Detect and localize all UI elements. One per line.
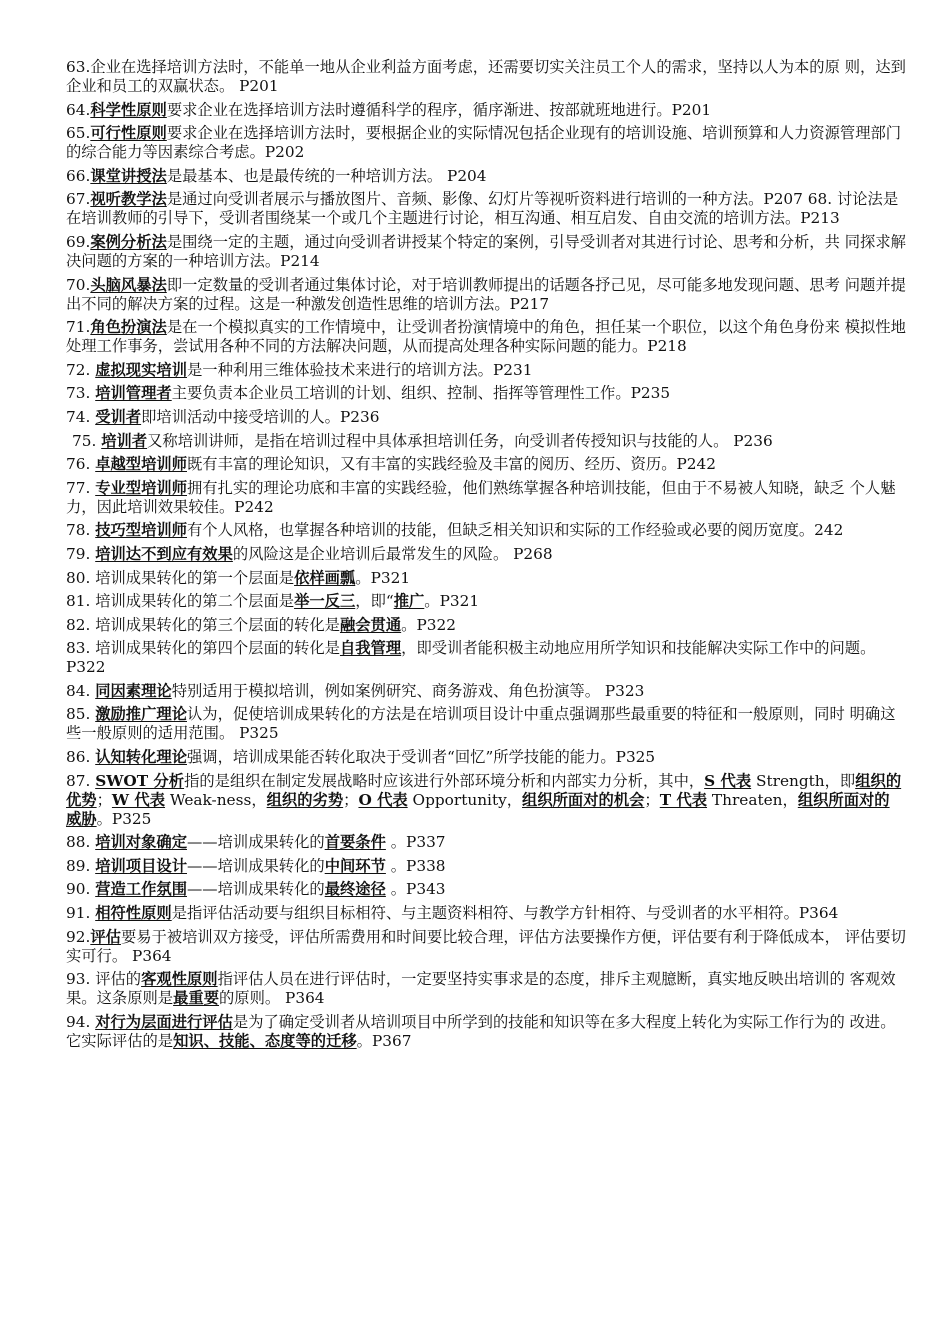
item-text: ——培训成果转化的	[187, 833, 325, 852]
key-term: 首要条件	[324, 833, 386, 852]
item-text: 82. 培训成果转化的第三个层面的转化是	[66, 615, 340, 634]
item-text: ；	[96, 790, 112, 809]
numbered-item	[66, 857, 906, 876]
numbered-item	[66, 167, 906, 186]
numbered-item	[66, 705, 906, 743]
key-term: 最重要	[173, 989, 219, 1008]
key-term: 虚拟现实培训	[95, 360, 187, 379]
numbered-item	[66, 1013, 906, 1051]
key-term: 科学性原则	[90, 100, 167, 119]
numbered-item	[66, 833, 906, 852]
item-text: 71.	[66, 318, 91, 337]
key-term: 组织的劣势	[266, 790, 344, 809]
numbered-item	[66, 432, 906, 451]
key-term: 可行性原则	[90, 124, 167, 143]
key-term: 技巧型培训师	[95, 521, 187, 540]
item-text: 要求企业在选择培训方法时，要根据企业的实际情况包括企业现有的培训设施、培训预算和人力资源管理部门的综合能力等因素综合考虑。P202	[66, 124, 902, 162]
item-text: 是一种利用三维体验技术来进行的培训方法。P231	[187, 360, 533, 379]
key-term: 同因素理论	[95, 681, 172, 700]
item-text: 64.	[66, 100, 91, 119]
numbered-item	[66, 361, 906, 380]
item-text: 81. 培训成果转化的第二个层面是	[66, 592, 295, 611]
key-term: 举一反三	[294, 592, 356, 611]
numbered-item	[66, 384, 906, 403]
item-text: 74.	[66, 407, 96, 426]
item-text: 73.	[66, 384, 96, 403]
key-term: 评估	[90, 927, 121, 946]
item-text: 77.	[66, 478, 96, 497]
item-text: 75.	[72, 431, 102, 450]
item-text: 。P321	[424, 592, 480, 611]
item-text: 要易于被培训双方接受，评估所需费用和时间要比较合理，评估方法要操作方便，评估要有利于降低成本， 评估要切实可行。 P364	[66, 927, 906, 965]
key-term: 对行为层面进行评估	[95, 1012, 233, 1031]
item-text: 65.	[66, 124, 91, 143]
numbered-item	[66, 455, 906, 474]
numbered-item	[66, 521, 906, 540]
item-text: 63.企业在选择培训方法时，不能单一地从企业利益方面考虑，还需要切实关注员工个人的需求，坚持以人为本的原 则，达到企业和员工的双赢状态。 P201	[66, 58, 906, 95]
item-text: 拥有扎实的理论功底和丰富的实践经验，他们熟练掌握各种培训技能，但由于不易被人知晓，缺乏 个人魅力，因此培训效果较佳。P242	[66, 478, 896, 516]
key-term: 卓越型培训师	[95, 455, 187, 474]
item-text: 又称培训讲师，是指在培训过程中具体承担培训任务，向受训者传授知识与技能的人。 P236	[147, 431, 773, 450]
key-term: 培训对象确定	[95, 833, 187, 852]
item-text: ，即“	[355, 592, 394, 611]
item-text: 。P325	[96, 809, 152, 828]
numbered-item	[66, 545, 906, 564]
item-text: 强调，培训成果能否转化取决于受训者“回忆”所学技能的能力。P325	[187, 748, 656, 767]
item-text: 72.	[66, 360, 96, 379]
numbered-item	[66, 592, 906, 611]
key-term: 营造工作氛围	[95, 880, 187, 899]
item-text: 85.	[66, 705, 96, 724]
key-term: 培训达不到应有效果	[95, 544, 233, 563]
item-text: ；	[644, 790, 660, 809]
item-text: 76.	[66, 455, 96, 474]
item-text: 是在一个模拟真实的工作情境中，让受训者扮演情境中的角色，担任某一个职位，以这个角色身份来 模拟性地处理工作事务，尝试用各种不同的方法解决问题，从而提高处理各种实际问题的能力。P218	[66, 318, 906, 356]
item-text: 84.	[66, 681, 96, 700]
item-text: 90.	[66, 880, 96, 899]
item-text: 认为，促使培训成果转化的方法是在培训项目设计中重点强调那些最重要的特征和一般原则，同时 明确这些一般原则的适用范围。 P325	[66, 705, 896, 743]
item-text: 92.	[66, 927, 91, 946]
numbered-item	[66, 276, 906, 314]
item-text: Threaten，	[707, 790, 798, 809]
numbered-item	[66, 639, 906, 677]
numbered-item	[66, 682, 906, 701]
item-text: 88.	[66, 833, 96, 852]
item-text: 。P367	[356, 1031, 412, 1050]
item-text: ；	[343, 790, 359, 809]
item-text: 。P337	[385, 833, 446, 852]
item-text: 是指评估活动要与组织目标相符、与主题资料相符、与教学方针相符、与受训者的水平相符。P364	[171, 904, 839, 923]
numbered-item	[66, 904, 906, 923]
item-text: 89.	[66, 856, 96, 875]
numbered-item	[66, 318, 906, 356]
key-term: 中间环节	[324, 856, 386, 875]
item-text: 79.	[66, 544, 96, 563]
item-text: 。P343	[385, 880, 446, 899]
key-term: 激励推广理论	[95, 705, 187, 724]
key-term: 知识、技能、态度等的迁移	[173, 1031, 357, 1050]
document-body	[66, 58, 906, 1055]
item-text: 78.	[66, 521, 96, 540]
item-text: Weak-ness，	[165, 790, 267, 809]
item-text: 有个人风格，也掌握各种培训的技能，但缺乏相关知识和实际的工作经验或必要的阅历宽度。242	[187, 521, 844, 540]
item-text: 的风险这是企业培训后最常发生的风险。 P268	[232, 544, 553, 563]
key-term: 头脑风暴法	[90, 275, 167, 294]
item-text: 特别适用于模拟培训，例如案例研究、商务游戏、角色扮演等。 P323	[171, 681, 645, 700]
item-text: 80. 培训成果转化的第一个层面是	[66, 568, 295, 587]
item-text: 即培训活动中接受培训的人。P236	[141, 407, 380, 426]
item-text: 要求企业在选择培训方法时遵循科学的程序，循序渐进、按部就班地进行。P201	[166, 100, 712, 119]
key-term: 受训者	[95, 407, 142, 426]
item-text: ，即受训者能积极主动地应用所学知识和技能解决实际工作中的问题。P322	[66, 639, 876, 677]
numbered-item	[66, 408, 906, 427]
key-term: 案例分析法	[90, 232, 167, 251]
numbered-item	[66, 928, 906, 966]
key-term: 客观性原则	[141, 970, 218, 989]
key-term: 专业型培训师	[95, 478, 187, 497]
numbered-item	[66, 479, 906, 517]
key-term: 视听教学法	[90, 190, 167, 209]
item-text: 66.	[66, 166, 91, 185]
item-text: ——培训成果转化的	[187, 856, 325, 875]
key-term: 依样画瓢	[294, 568, 356, 587]
key-term: 课堂讲授法	[90, 166, 167, 185]
item-text: 是为了确定受训者从培训项目中所学到的技能和知识等在多大程度上转化为实际工作行为的 改进。它实际评估的是	[66, 1012, 896, 1050]
numbered-item	[66, 616, 906, 635]
numbered-item	[66, 58, 906, 96]
item-text: 是最基本、也是最传统的一种培训方法。 P204	[166, 166, 487, 185]
key-term: 培训者	[101, 431, 148, 450]
key-term: 组织的优势	[66, 771, 902, 809]
numbered-item	[66, 124, 906, 162]
item-text: 指的是组织在制定发展战略时应该进行外部环境分析和内部实力分析，其中，	[184, 771, 705, 790]
item-text: 93. 评估的	[66, 970, 142, 989]
item-text: 既有丰富的理论知识，又有丰富的实践经验及丰富的阅历、经历、资历。P242	[187, 455, 716, 474]
item-text: 。P322	[401, 615, 456, 634]
item-text: 。P338	[385, 856, 446, 875]
numbered-item	[66, 569, 906, 588]
key-term: 培训项目设计	[95, 856, 187, 875]
item-text: 70.	[66, 275, 91, 294]
key-term: O 代表	[358, 790, 408, 809]
item-text: 。P321	[355, 568, 411, 587]
numbered-item	[66, 880, 906, 899]
item-text: 94.	[66, 1012, 96, 1031]
key-term: 融会贯通	[339, 615, 402, 634]
item-text: ——培训成果转化的	[187, 880, 325, 899]
item-text: 67.	[66, 190, 91, 209]
numbered-item	[66, 101, 906, 120]
item-text: 主要负责本企业员工培训的计划、组织、控制、指挥等管理性工作。P235	[171, 384, 671, 403]
numbered-item	[66, 190, 906, 228]
numbered-item	[66, 970, 906, 1008]
key-term: W 代表	[111, 790, 166, 809]
key-term: 相符性原则	[95, 904, 172, 923]
item-text: Opportunity，	[407, 790, 523, 809]
key-term: 认知转化理论	[95, 748, 187, 767]
item-text: 的原则。 P364	[219, 989, 325, 1008]
key-term: S 代表	[704, 771, 752, 790]
numbered-item	[66, 233, 906, 271]
item-text: 83. 培训成果转化的第四个层面的转化是	[66, 639, 340, 658]
numbered-item	[66, 748, 906, 767]
numbered-item	[66, 772, 906, 829]
key-term: 角色扮演法	[90, 318, 167, 337]
item-text: 86.	[66, 748, 96, 767]
item-text: 指评估人员在进行评估时，一定要坚持实事求是的态度，排斥主观臆断，真实地反映出培训的 客观效果。这条原则是	[66, 970, 896, 1008]
item-text: 91.	[66, 904, 96, 923]
key-term: 培训管理者	[95, 384, 172, 403]
key-term: SWOT 分析	[95, 771, 185, 790]
key-term: 最终途径	[324, 880, 386, 899]
key-term: 组织所面对的 威胁	[66, 790, 890, 828]
item-text: 87.	[66, 771, 96, 790]
key-term: 推广	[393, 592, 425, 611]
item-text: 即一定数量的受训者通过集体讨论，对于培训教师提出的话题各抒己见，尽可能多地发现问题、思考 问题并提出不同的解决方案的过程。这是一种激发创造性思维的培训方法。P217	[66, 275, 906, 313]
item-text: 69.	[66, 232, 91, 251]
item-text: Strength，即	[751, 771, 856, 790]
key-term: 组织所面对的机会	[522, 790, 645, 809]
key-term: 自我管理	[339, 639, 402, 658]
item-text: 是通过向受训者展示与播放图片、音频、影像、幻灯片等视听资料进行培训的一种方法。P207 68. 讨论法是在培训教师的引导下，受训者围绕某一个或几个主题进行讨论，相互沟通、相互启发、自由交流的培训方法。P213	[66, 190, 899, 228]
key-term: T 代表	[659, 790, 708, 809]
item-text: 是围绕一定的主题，通过向受训者讲授某个特定的案例，引导受训者对其进行讨论、思考和分析，共 同探求解决问题的方案的一种培训方法。P214	[66, 232, 906, 270]
